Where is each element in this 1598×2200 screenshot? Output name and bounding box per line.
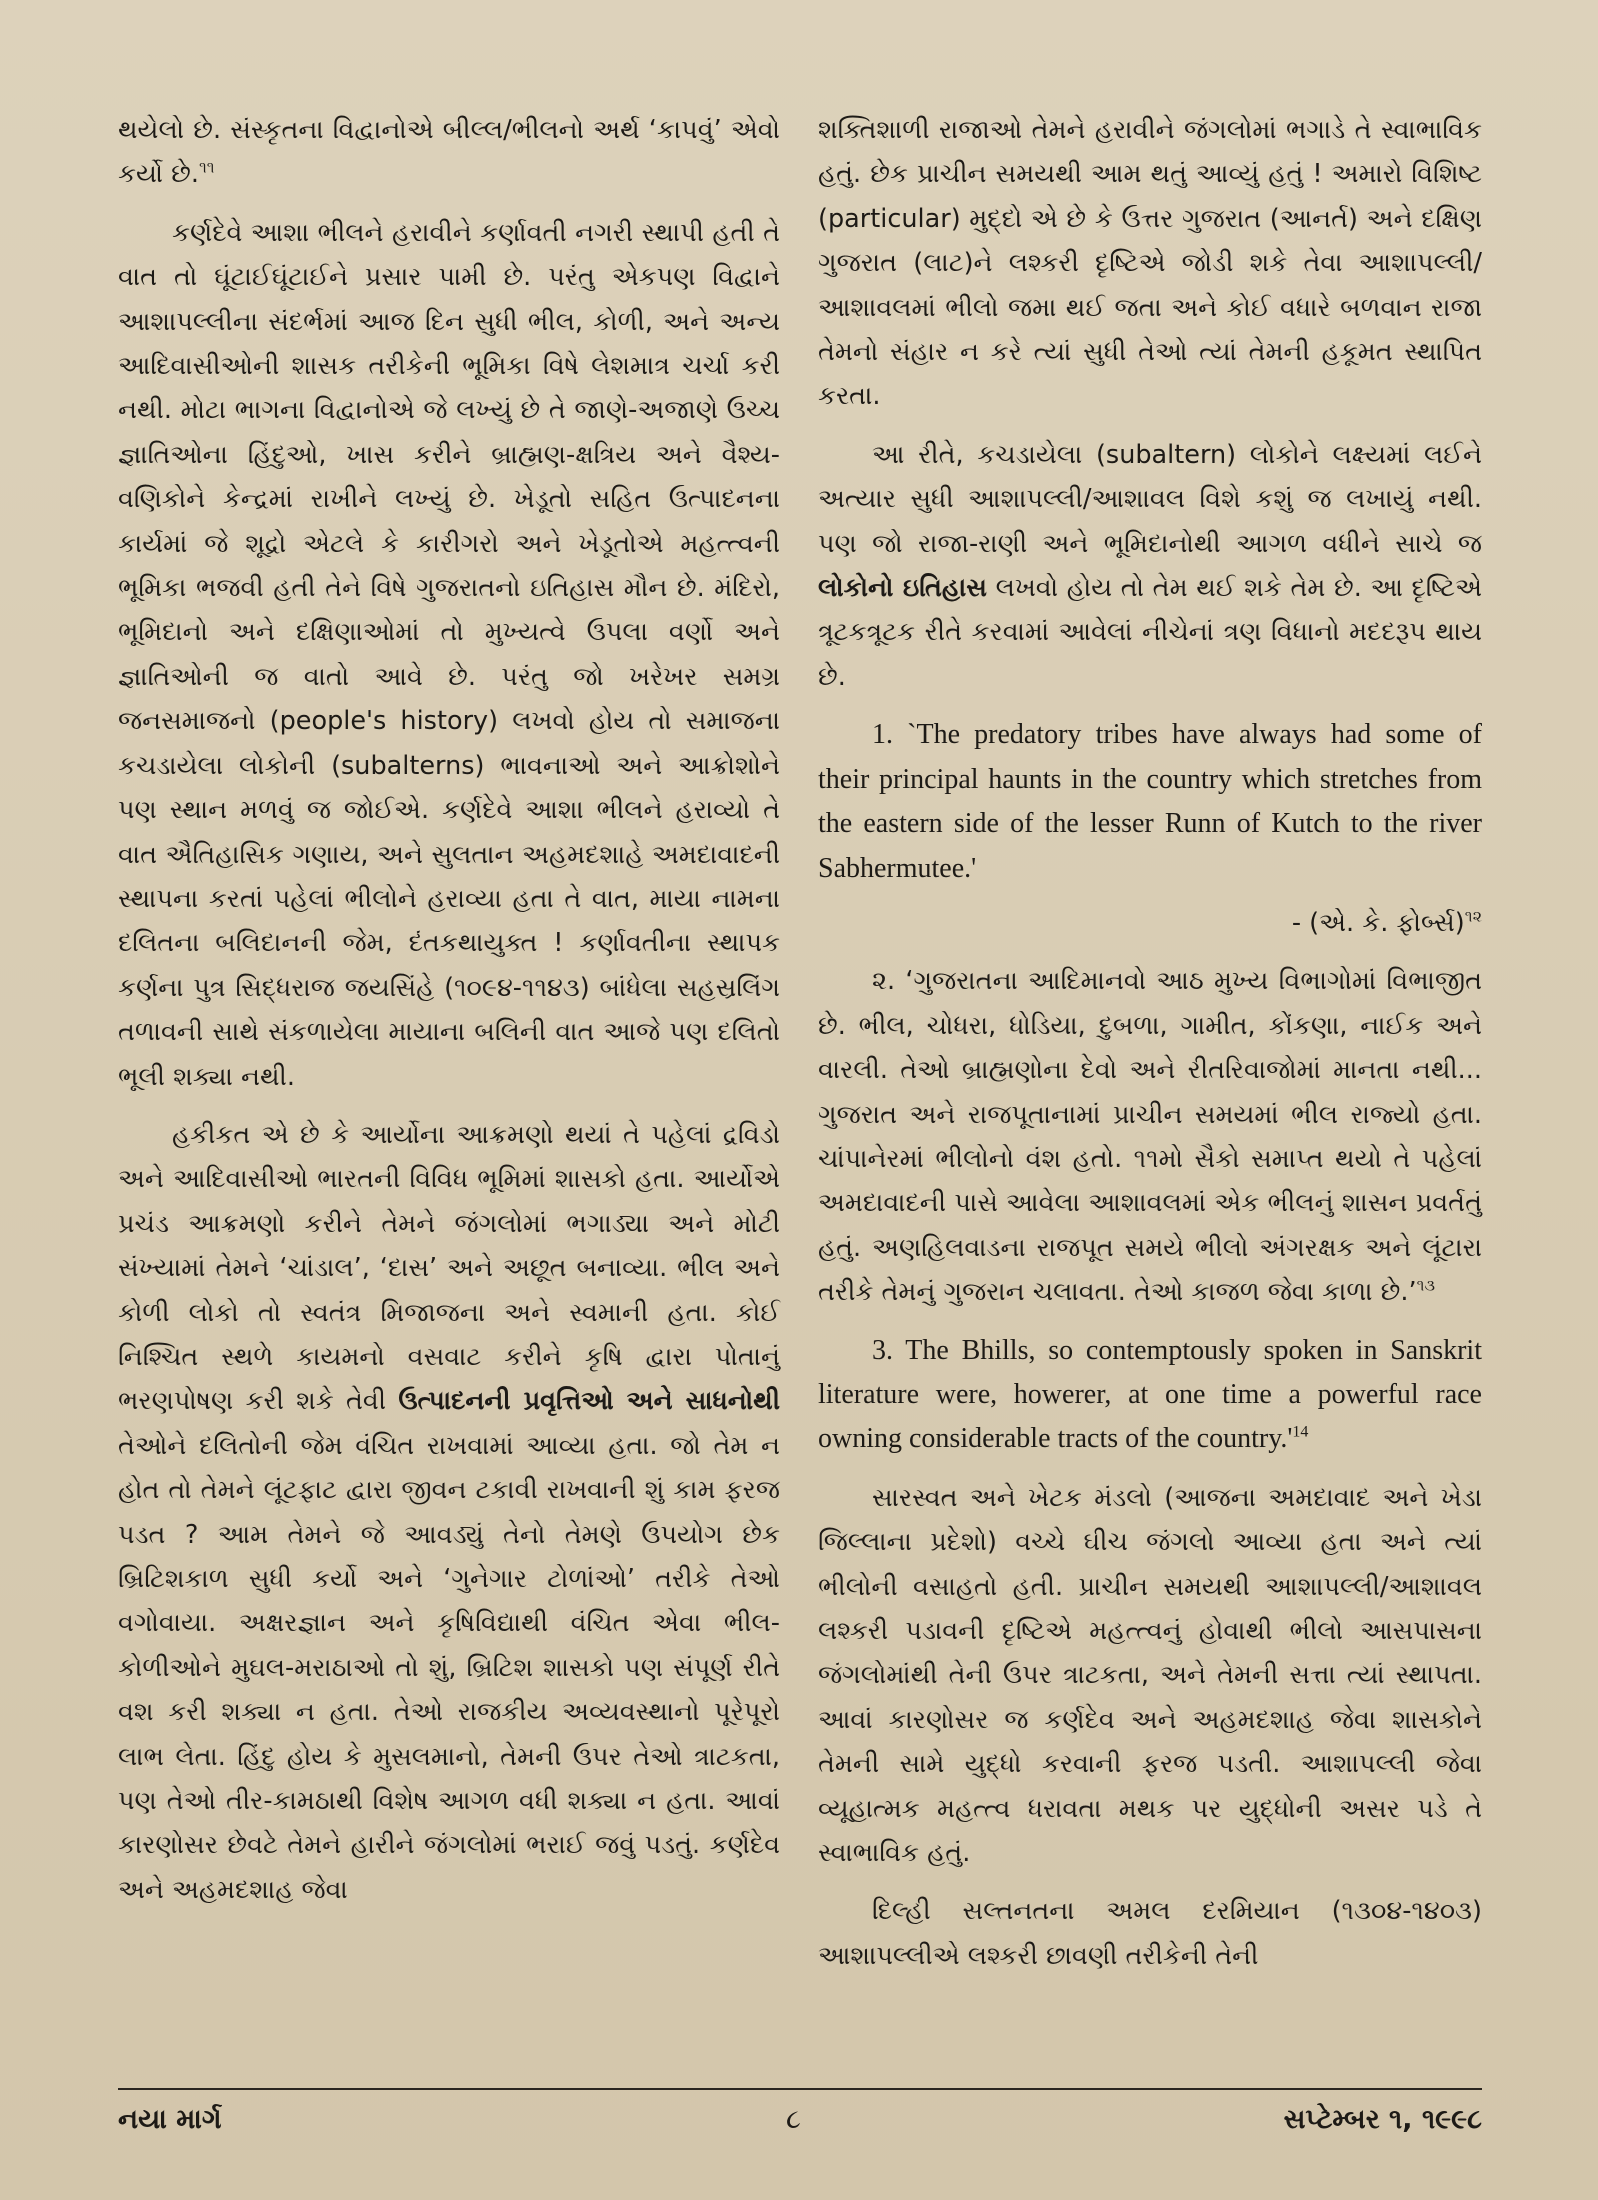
quote-english-1: 1. `The predatory tribes have always had some of their principal haunts in the country which stretches from the eastern side of the lesser Runn of Kutch to the river Sabhermutee.' — [818, 719, 1482, 884]
paragraph: સારસ્વત અને ખેટક મંડલો (આજના અમદાવાદ અને ખેડા જિલ્લાના પ્રદેશો) વચ્ચે ઘીચ જંગલો આવ્યા હતા અને ત્યાં ભીલોની વસાહતો હતી. પ્રાચીન સમયથી આશાપલ્લી/આશાવલ લશ્કરી પડાવની દૃષ્ટિએ મહત્ત્વનું હોવાથી ભીલો આસપાસના જંગલોમાંથી તેની ઉપર ત્રાટકતા, અને તેમની સત્તા ત્યાં સ્થાપતા. આવાં કારણોસર જ કર્ણદેવ અને અહમદશાહ જેવા શાસકોને તેમની સામે યુદ્ધો કરવાની ફરજ પડતી. આશાપલ્લી જેવા વ્યૂહાત્મક મહત્ત્વ ધરાવતા મથક પર યુદ્ધોની અસર પડે તે સ્વાભાવિક હતું. — [818, 1482, 1482, 1869]
paragraph-text: થયેલો છે. સંસ્કૃતના વિદ્વાનોએ બીલ્લ/ભીલનો અર્થ ‘કાપવું’ એવો કર્યો છે. — [118, 115, 780, 190]
paragraph-text: લખવો હોય તો તેમ થઈ શકે તેમ છે. આ દૃષ્ટિએ ત્રૂટકત્રૂટક રીતે કરવામાં આવેલાં નીચેનાં ત્રણ વિધાનો મદદરૂપ થાય છે. — [818, 573, 1482, 692]
page-number: ૮ — [786, 2104, 801, 2135]
footnote-ref: ૧૧ — [198, 157, 215, 177]
paragraph-text: તેઓને દલિતોની જેમ વંચિત રાખવામાં આવ્યા હતા. જો તેમ ન હોત તો તેમને લૂંટફાટ દ્વારા જીવન ટકાવી રાખવાની શું કામ ફરજ પડત ? આમ તેમને જે આવડ્યું તેનો તેમણે ઉપયોગ છેક બ્રિટિશકાળ સુધી કર્યો અને ‘ગુનેગાર ટોળાંઓ’ તરીકે તેઓ વગોવાયા. અક્ષરજ્ઞાન અને કૃષિવિદ્યાથી વંચિત એવા ભીલ-કોળીઓને મુઘલ-મરાઠાઓ તો શું, બ્રિટિશ શાસકો પણ સંપૂર્ણ રીતે વશ કરી શક્યા ન હતા. તેઓ રાજકીય અવ્યવસ્થાનો પૂરેપૂરો લાભ લેતા. હિંદુ હોય કે મુસલમાનો, તેમની ઉપર તેઓ ત્રાટકતા, પણ તેઓ તીર-કામઠાથી વિશેષ આગળ વધી શક્યા ન હતા. આવાં કારણોસર છેવટે તેમને હારીને જંગલોમાં ભરાઈ જવું પડતું. કર્ણદેવ અને અહમદશાહ જેવા — [118, 1430, 780, 1905]
left-column — [118, 108, 780, 1926]
footer-publication: નયા માર્ગ — [118, 2104, 222, 2135]
footnote-ref: ૧૨ — [1464, 906, 1482, 926]
footer-date: સપ્ટેમ્બર ૧, ૧૯૯૮ — [1283, 2104, 1482, 2135]
paragraph: કર્ણદેવે આશા ભીલને હરાવીને કર્ણાવતી નગરી સ્થાપી હતી તે વાત તો ઘૂંટાઈઘૂંટાઈને પ્રસાર પામી છે. પરંતુ એકપણ વિદ્વાને આશાપલ્લીના સંદર્ભમાં આજ દિન સુધી ભીલ, કોળી, અને અન્ય આદિવાસીઓની શાસક તરીકેની ભૂમિકા વિષે લેશમાત્ર ચર્ચા કરી નથી. મોટા ભાગના વિદ્વાનોએ જે લખ્યું છે તે જાણે-અજાણે ઉચ્ચ જ્ઞાતિઓના હિંદુઓ, ખાસ કરીને બ્રાહ્મણ-ક્ષત્રિય અને વૈશ્ય-વણિકોને કેન્દ્રમાં રાખીને લખ્યું છે. ખેડૂતો સહિત ઉત્પાદનના કાર્યમાં જે શૂદ્રો એટલે કે કારીગરો અને ખેડૂતોએ મહત્ત્વની ભૂમિકા ભજવી હતી તેને વિષે ગુજરાતનો ઇતિહાસ મૌન છે. મંદિરો, ભૂમિદાનો અને દક્ષિણાઓમાં તો મુખ્યત્વે ઉપલા વર્ણો અને જ્ઞાતિઓની જ વાતો આવે છે. પરંતુ જો ખરેખર સમગ્ર જનસમાજનો (people's history) લખવો હોય તો સમાજના કચડાયેલા લોકોની (subalterns) ભાવનાઓ અને આક્રોશોને પણ સ્થાન મળવું જ જોઈએ. કર્ણદેવે આશા ભીલને હરાવ્યો તે વાત ઐતિહાસિક ગણાય, અને સુલતાન અહમદશાહે અમદાવાદની સ્થાપના કરતાં પહેલાં ભીલોને હરાવ્યા હતા તે વાત, માયા નામના દલિતના બલિદાનની જેમ, દંતકથાયુક્ત ! કર્ણાવતીના સ્થાપક કર્ણના પુત્ર સિદ્ધરાજ જયસિંહે (૧૦૯૪-૧૧૪૩) બાંધેલા સહસ્રલિંગ તળાવની સાથે સંકળાયેલા માયાના બલિની વાત આજે પણ દલિતો ભૂલી શક્યા નથી. — [118, 217, 780, 1092]
quote-attribution — [818, 901, 1482, 945]
paragraph-text: ૨. ‘ગુજરાતના આદિમાનવો આઠ મુખ્ય વિભાગોમાં વિભાજીત છે. ભીલ, ચોધરા, ધોડિયા, દુબળા, ગામીત, કોંકણા, નાઈક અને વારલી. તેઓ બ્રાહ્મણોના દેવો અને રીતરિવાજોમાં માનતા નથી... ગુજરાત અને રાજપૂતાનામાં પ્રાચીન સમયમાં ભીલ રાજ્યો હતા. ચાંપાનેરમાં ભીલોનો વંશ હતો. ૧૧મો સૈકો સમાપ્ત થયો તે પહેલાં અમદાવાદની પાસે આવેલા આશાવલમાં એક ભીલનું શાસન પ્રવર્તતું હતું. અણહિલવાડના રાજપૂત સમયે ભીલો અંગરક્ષક અને લૂંટારા તરીકે તેમનું ગુજરાન ચલાવતા. તેઓ કાજળ જેવા કાળા છે.’ — [818, 966, 1482, 1308]
paragraph: શક્તિશાળી રાજાઓ તેમને હરાવીને જંગલોમાં ભગાડે તે સ્વાભાવિક હતું. છેક પ્રાચીન સમયથી આમ થતું આવ્યું હતું ! અમારો વિશિષ્ટ (particular) મુદ્દો એ છે કે ઉત્તર ગુજરાત (આનર્ત) અને દક્ષિણ ગુજરાત (લાટ)ને લશ્કરી દૃષ્ટિએ જોડી શકે તેવા આશાપલ્લી/આશાવલમાં ભીલો જમા થઈ જતા અને કોઈ વધારે બળવાન રાજા તેમનો સંહાર ન કરે ત્યાં સુધી તેઓ ત્યાં તેમની હકૂમત સ્થાપિત કરતા. — [818, 115, 1482, 412]
quote-english-3 — [818, 1329, 1482, 1462]
paragraph-text: હકીકત એ છે કે આર્યોના આક્રમણો થયાં તે પહેલાં દ્રવિડો અને આદિવાસીઓ ભારતની વિવિધ ભૂમિમાં શાસકો હતા. આર્યોએ પ્રચંડ આક્રમણો કરીને તેમને જંગલોમાં ભગાડ્યા અને મોટી સંખ્યામાં તેમને ‘ચાંડાલ’, ‘દાસ’ અને અછૂત બનાવ્યા. ભીલ અને કોળી લોકો તો સ્વતંત્ર મિજાજના અને સ્વમાની હતા. કોઈ નિશ્ચિત સ્થળે કાયમનો વસવાટ કરીને કૃષિ દ્વારા પોતાનું ભરણપોષણ કરી શકે તેવી — [118, 1119, 780, 1417]
quote-gujarati-2 — [818, 959, 1482, 1314]
paragraph-text: આ રીતે, કચડાયેલા (subaltern) લોકોને લક્ષ્યમાં લઈને અત્યાર સુધી આશાપલ્લી/આશાવલ વિશે કશું જ લખાયું નથી. પણ જો રાજા-રાણી અને ભૂમિદાનોથી આગળ વધીને સાચે જ — [818, 439, 1482, 559]
footer-rule — [118, 2088, 1482, 2090]
right-column — [818, 108, 1482, 1992]
paragraph: દિલ્હી સલ્તનતના અમલ દરમિયાન (૧૩૦૪-૧૪૦૩) આશાપલ્લીએ લશ્કરી છાવણી તરીકેની તેની — [818, 1896, 1482, 1971]
paragraph — [818, 433, 1482, 699]
footnote-ref: ૧૩ — [1416, 1275, 1436, 1295]
paragraph — [118, 108, 780, 197]
bold-text: લોકોનો ઇતિહાસ — [818, 573, 987, 604]
footnote-ref: 14 — [1292, 1424, 1309, 1442]
bold-text: ઉત્પાદનની પ્રવૃત્તિઓ અને સાધનોથી — [398, 1386, 781, 1417]
paragraph-text: 3. The Bhills, so contemptously spoken in Sanskrit literature were, howerer, at one time a powerful race owning considerable tracts of the country.' — [818, 1334, 1482, 1455]
attribution-text: - (એ. કે. ફોર્બ્સ) — [1291, 907, 1465, 938]
paragraph — [118, 1113, 780, 1912]
